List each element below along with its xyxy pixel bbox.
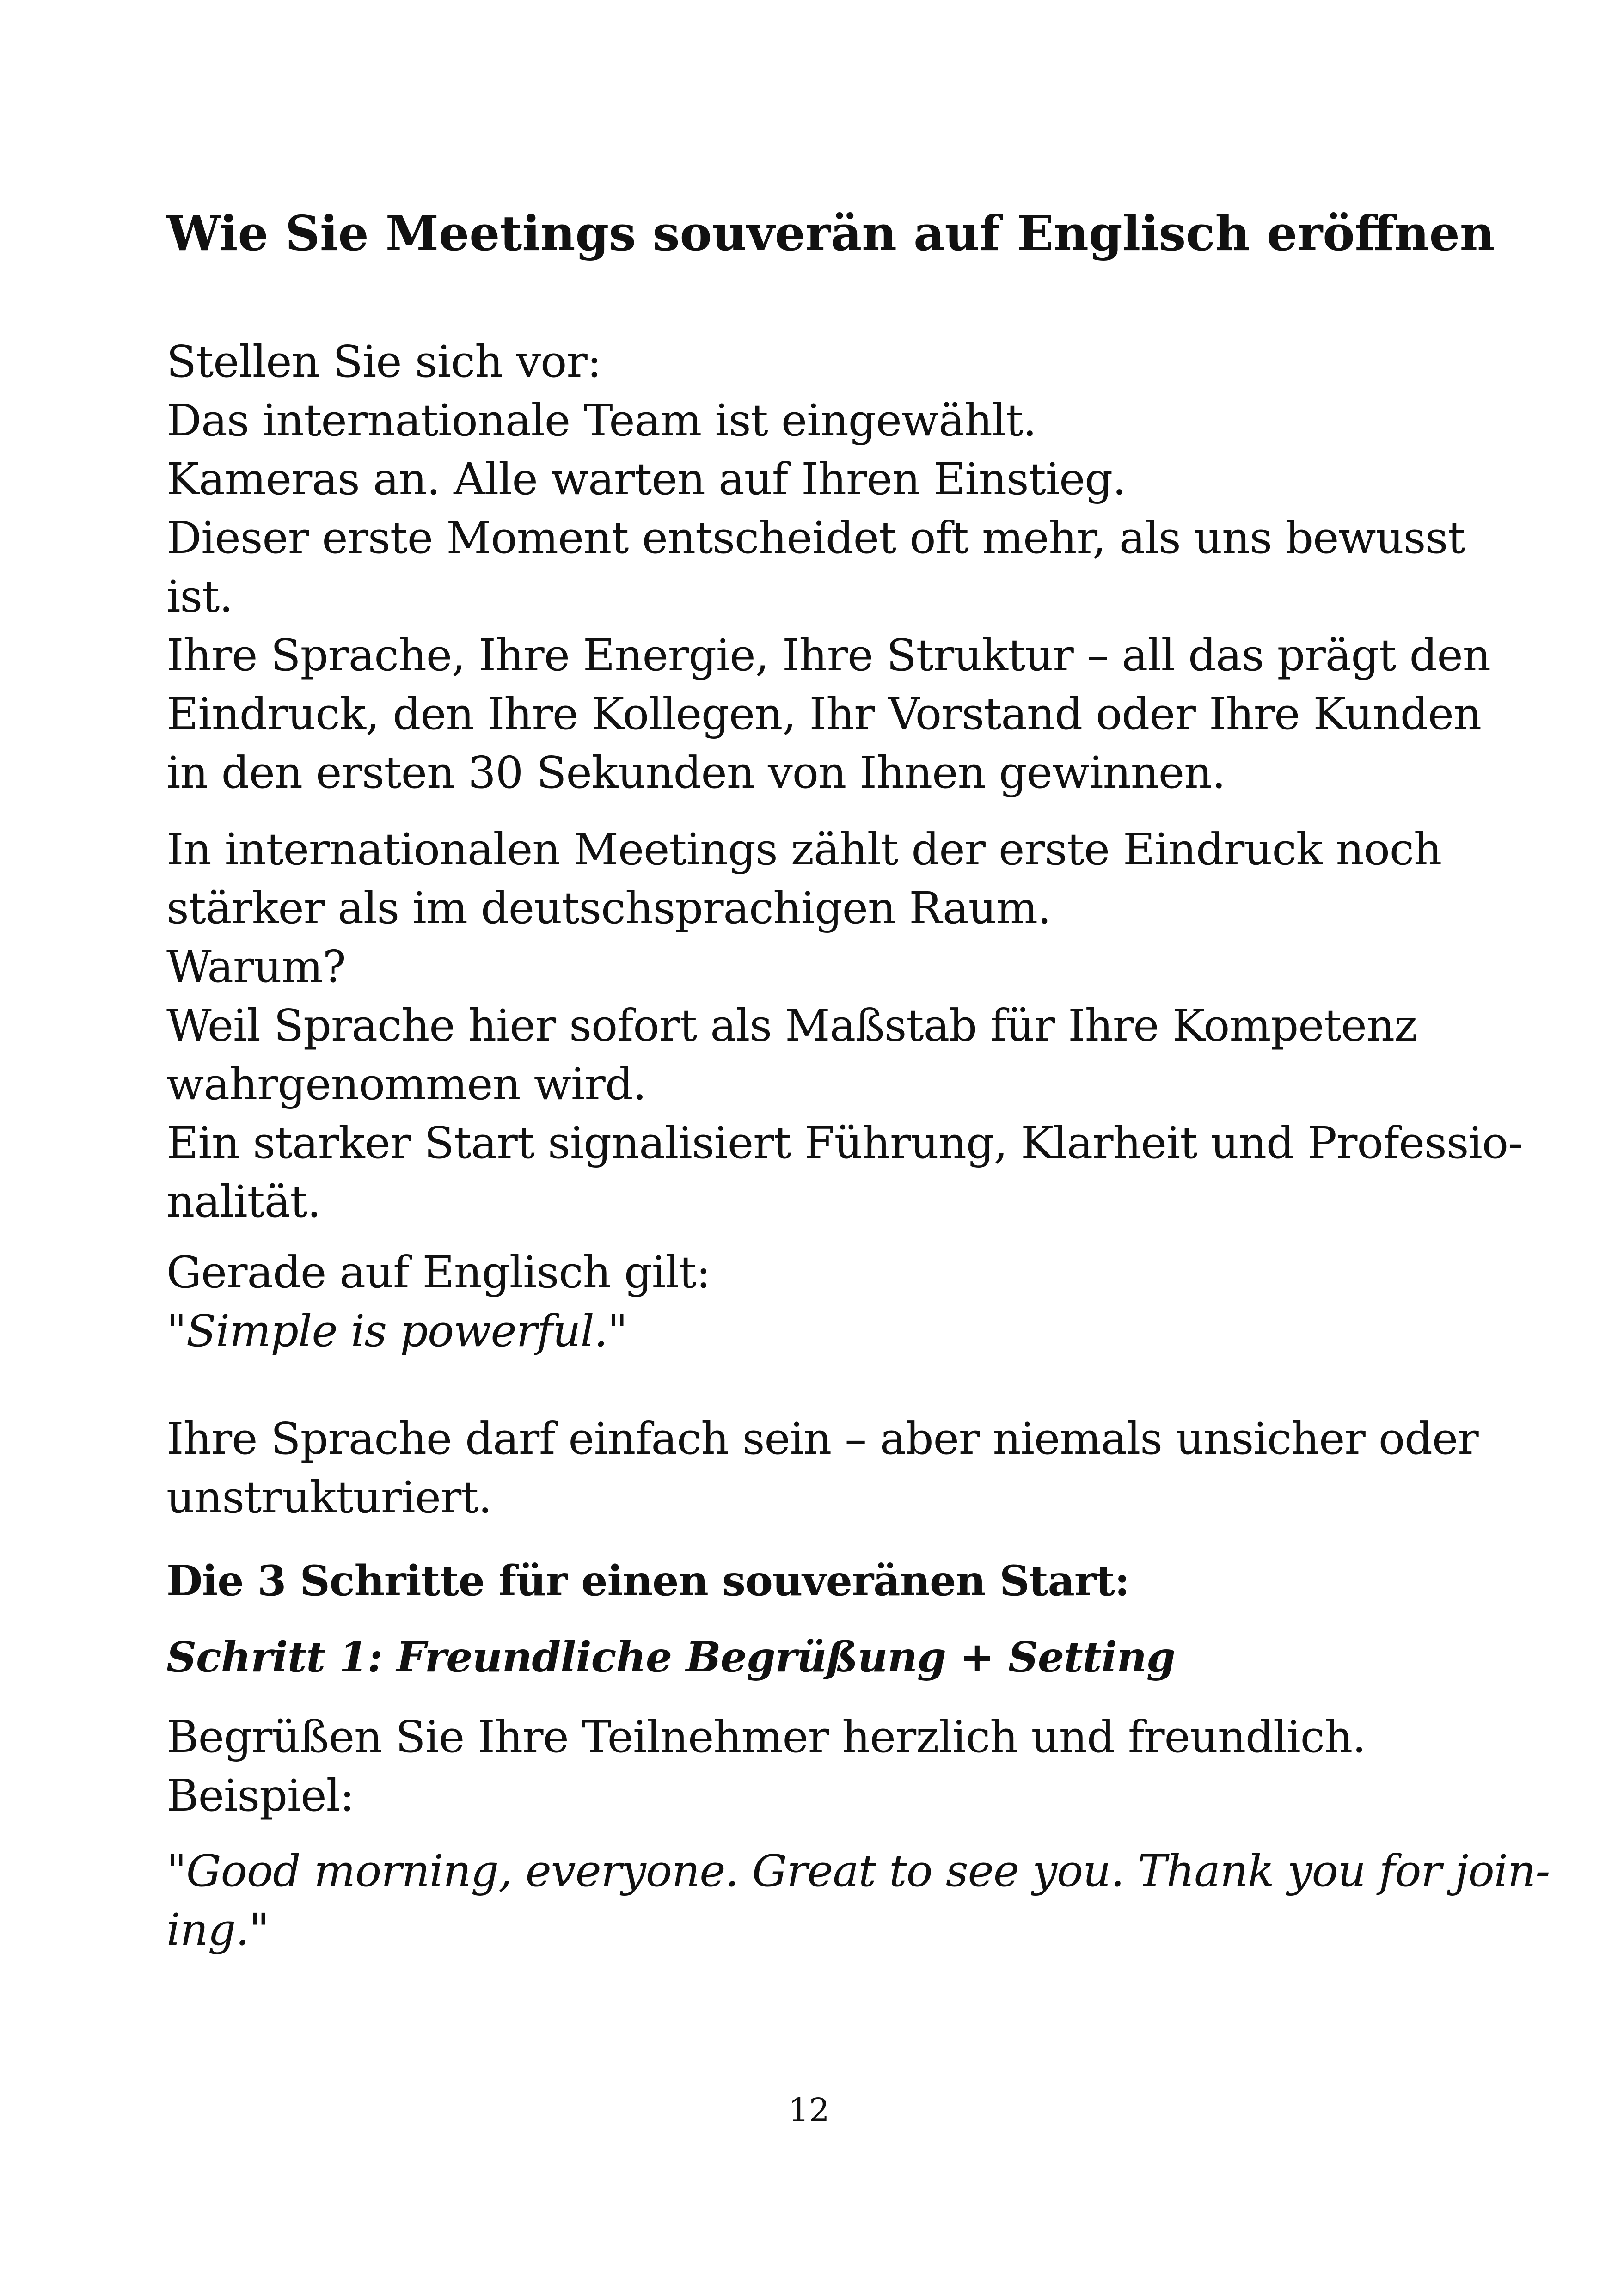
quote-line: ing." xyxy=(166,1904,269,1955)
text-line: Weil Sprache hier sofort als Maßstab für Ihre Kompetenz xyxy=(166,1000,1417,1051)
step-heading: Schritt 1: Freundliche Begrüßung + Setting xyxy=(166,1633,1175,1682)
paragraph-first-impression xyxy=(166,820,1523,1231)
text-line: Gerade auf Englisch gilt: xyxy=(166,1247,711,1298)
page-title: Wie Sie Meetings souverän auf Englisch eröffnen xyxy=(166,205,1495,262)
text-line: nalität. xyxy=(166,1176,321,1227)
text-line: In internationalen Meetings zählt der erste Eindruck noch xyxy=(166,824,1442,875)
page-number: 12 xyxy=(788,2091,830,2129)
text-line: Beispiel: xyxy=(166,1770,354,1821)
paragraph-greeting xyxy=(166,1708,1479,1825)
text-line: Dieser erste Moment entscheidet oft mehr, als uns bewusst xyxy=(166,513,1465,563)
paragraph-intro xyxy=(166,333,1490,802)
text-line: wahrgenommen wird. xyxy=(166,1059,646,1110)
quote-line: "Simple is powerful." xyxy=(166,1306,627,1357)
paragraph-simple-is-powerful xyxy=(166,1243,1479,1361)
text-line: Eindruck, den Ihre Kollegen, Ihr Vorstand oder Ihre Kunden xyxy=(166,689,1482,740)
text-line: Begrüßen Sie Ihre Teilnehmer herzlich und freundlich. xyxy=(166,1712,1366,1763)
paragraph-language-simple xyxy=(166,1410,1479,1527)
example-quote xyxy=(166,1842,1550,1959)
text-line: Ihre Sprache darf einfach sein – aber niemals unsicher oder xyxy=(166,1414,1478,1464)
text-line: Ihre Sprache, Ihre Energie, Ihre Struktur – all das prägt den xyxy=(166,630,1490,681)
text-line: Stellen Sie sich vor: xyxy=(166,337,601,387)
section-heading: Die 3 Schritte für einen souveränen Start: xyxy=(166,1556,1130,1605)
text-line: Ein starker Start signalisiert Führung, Klarheit und Professio- xyxy=(166,1118,1523,1169)
text-line: stärker als im deutschsprachigen Raum. xyxy=(166,883,1051,934)
quote-line: "Good morning, everyone. Great to see you. Thank you for join- xyxy=(166,1846,1550,1897)
text-line: Warum? xyxy=(166,942,346,992)
text-line: Kameras an. Alle warten auf Ihren Einstieg. xyxy=(166,454,1126,505)
text-line: in den ersten 30 Sekunden von Ihnen gewinnen. xyxy=(166,747,1226,798)
text-line: Das internationale Team ist eingewählt. xyxy=(166,395,1036,446)
text-line: unstrukturiert. xyxy=(166,1472,492,1523)
text-line: ist. xyxy=(166,571,233,622)
